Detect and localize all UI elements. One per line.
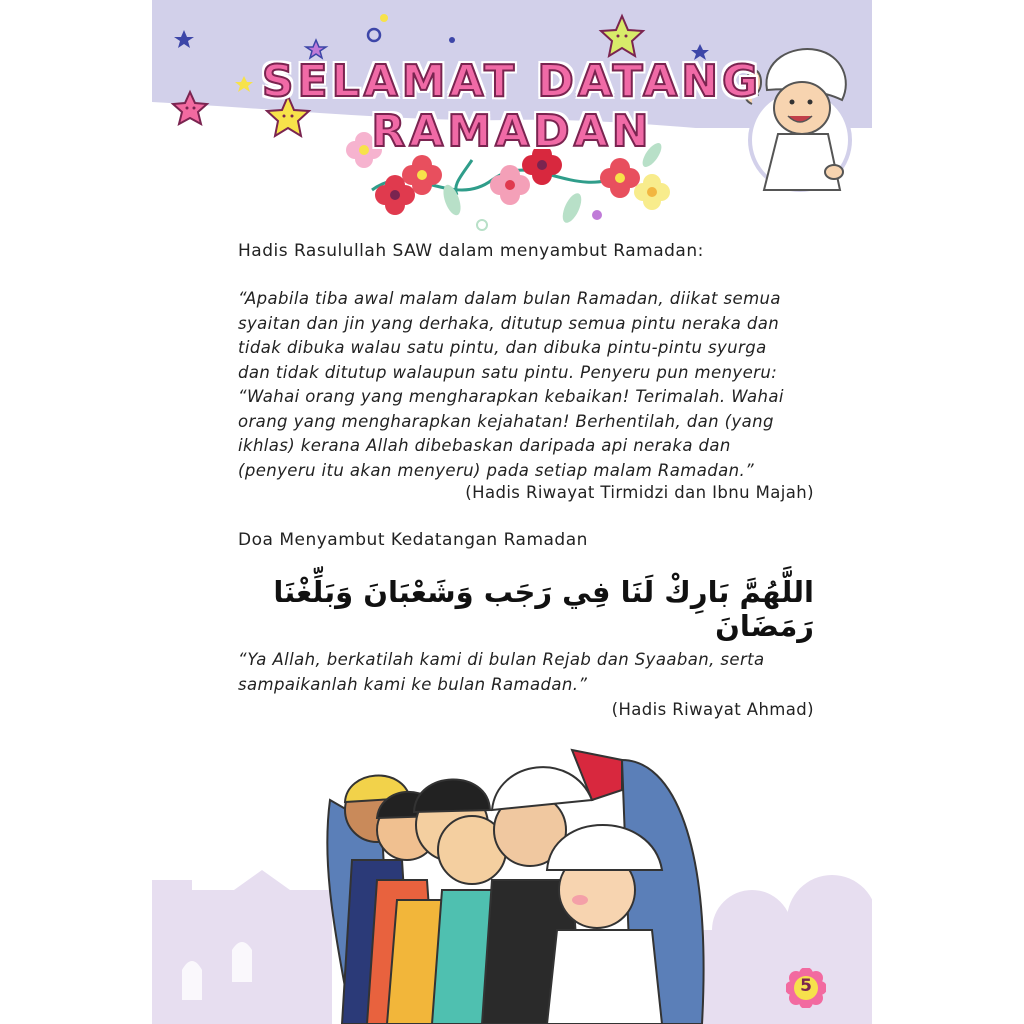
page-title-line-2: RAMADAN — [371, 106, 653, 157]
doa-heading: Doa Menyambut Kedatangan Ramadan — [238, 530, 588, 550]
hadith-intro: Hadis Rasulullah SAW dalam menyambut Ramadan: — [238, 241, 704, 261]
translation-line: “Ya Allah, berkatilah kami di bulan Rejab dan Syaaban, serta — [238, 650, 765, 669]
hadith-quote — [238, 287, 814, 483]
quote-line: dan tidak ditutup walaupun satu pintu. Penyeru pun menyeru: — [238, 362, 778, 382]
quote-line: ikhlas) kerana Allah dibebaskan daripada api neraka dan — [238, 436, 731, 455]
quote-line: “Wahai orang yang mengharapkan kebaikan! Terimalah. Wahai — [238, 387, 784, 406]
page-title-line-1: SELAMAT DATANG — [261, 56, 763, 107]
quote-line: (penyeru itu akan menyeru) pada setiap malam Ramadan.” — [238, 460, 755, 480]
quote-line: tidak dibuka walau satu pintu, dan dibuka pintu-pintu syurga — [238, 338, 767, 357]
doa-translation — [238, 648, 814, 697]
arabic-doa: اللَّهُمَّ بَارِكْ لَنَا فِي رَجَب وَشَعْبَانَ وَبَلِّغْنَا رَمَضَانَ — [273, 575, 814, 643]
translation-line: sampaikanlah kami ke bulan Ramadan.” — [238, 674, 588, 694]
quote-line: syaitan dan jin yang derhaka, ditutup semua pintu neraka dan — [238, 313, 780, 333]
dot-decoration — [368, 29, 380, 41]
star-icon — [174, 30, 194, 48]
translation-source: (Hadis Riwayat Ahmad) — [611, 700, 814, 719]
dot-decoration — [380, 14, 388, 22]
hadith-source: (Hadis Riwayat Tirmidzi dan Ibnu Majah) — [465, 483, 814, 502]
book-page — [152, 0, 872, 1024]
star-icon — [601, 16, 643, 56]
praying-men-illustration — [327, 750, 703, 1024]
dot-decoration — [449, 37, 455, 43]
quote-line: orang yang mengharapkan kejahatan! Berhentilah, dan (yang — [238, 411, 774, 431]
quote-line: “Apabila tiba awal malam dalam bulan Ramadan, diikat semua — [238, 289, 781, 308]
page-number: 5 — [800, 976, 812, 996]
bottom-illustration — [152, 720, 872, 1024]
